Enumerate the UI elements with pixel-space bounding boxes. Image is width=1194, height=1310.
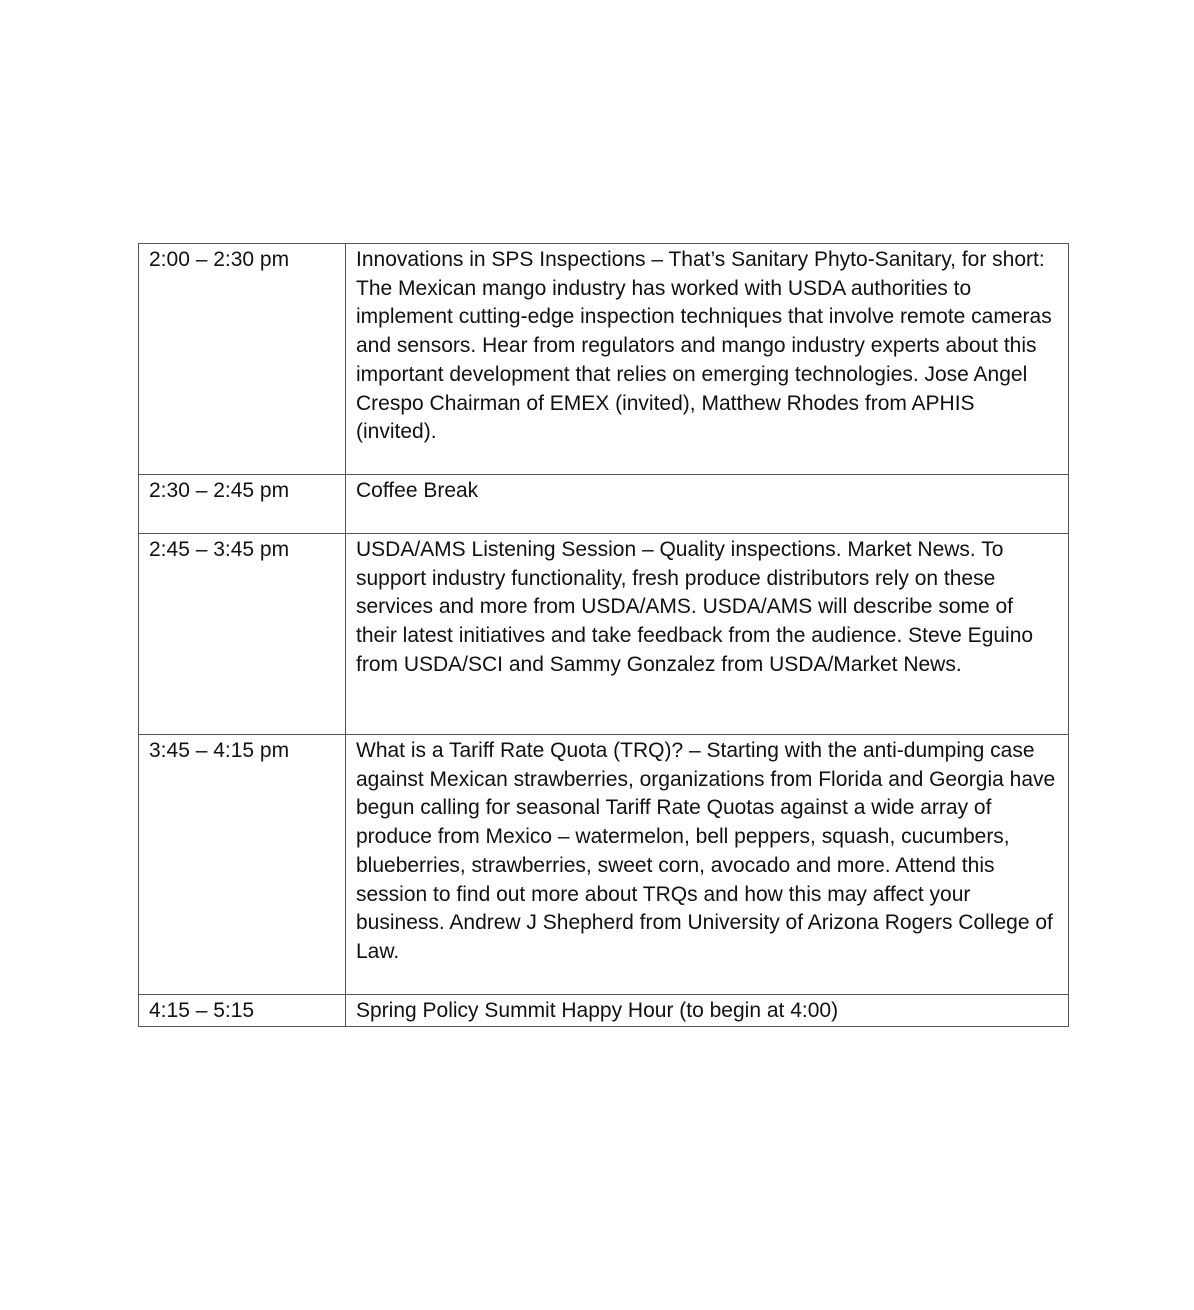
table-row [139,995,1069,1027]
session-description: USDA/AMS Listening Session – Quality inspections. Market News. To support industry functionality, fresh produce distributors rely on these services and more from USDA/AMS. USDA/AMS will describe some of their latest initiatives and take feedback from the audience. Steve Eguino from USDA/SCI and Sammy Gonzalez from USDA/Market News. [346,534,1069,735]
session-description: Innovations in SPS Inspections – That’s Sanitary Phyto-Sanitary, for short: The Mexican mango industry has worked with USDA authorities to implement cutting-edge inspection techniques that involve remote cameras and sensors. Hear from regulators and mango industry experts about this important development that relies on emerging technologies. Jose Angel Crespo Chairman of EMEX (invited), Matthew Rhodes from APHIS (invited). [346,244,1069,475]
session-time: 3:45 – 4:15 pm [139,735,346,995]
session-time: 2:00 – 2:30 pm [139,244,346,475]
session-description: What is a Tariff Rate Quota (TRQ)? – Starting with the anti-dumping case against Mexican strawberries, organizations from Florida and Georgia have begun calling for seasonal Tariff Rate Quotas against a wide array of produce from Mexico – watermelon, bell peppers, squash, cucumbers, blueberries, strawberries, sweet corn, avocado and more. Attend this session to find out more about TRQs and how this may affect your business. Andrew J Shepherd from University of Arizona Rogers College of Law. [346,735,1069,995]
session-time: 2:30 – 2:45 pm [139,475,346,534]
session-time: 2:45 – 3:45 pm [139,534,346,735]
table-row [139,475,1069,534]
table-row [139,244,1069,475]
agenda-table [138,243,1069,1027]
table-row [139,534,1069,735]
session-description: Coffee Break [346,475,1069,534]
table-row [139,735,1069,995]
session-time: 4:15 – 5:15 [139,995,346,1027]
session-description: Spring Policy Summit Happy Hour (to begin at 4:00) [346,995,1069,1027]
